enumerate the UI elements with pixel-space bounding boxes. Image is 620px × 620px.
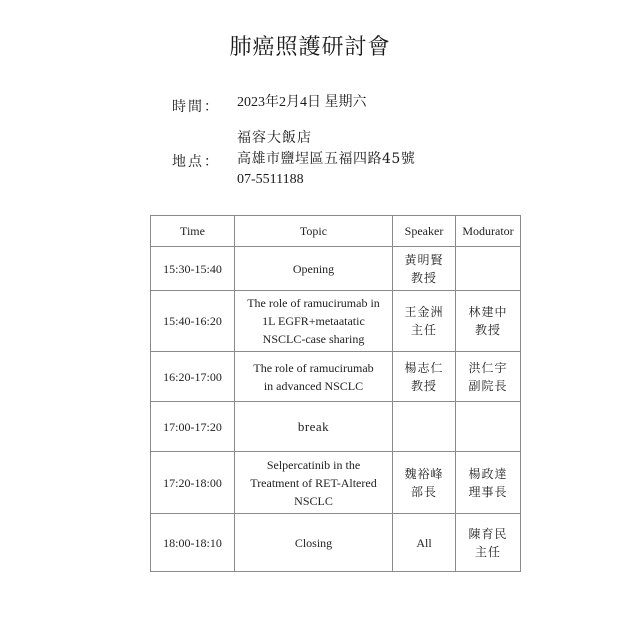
speaker-name: 楊志仁: [404, 360, 444, 375]
document-title: 肺癌照護研討會: [229, 35, 391, 60]
cell-moderator: [456, 247, 521, 291]
cell-speaker: [393, 514, 456, 572]
moderator-title: 理事長: [468, 484, 508, 499]
time-label: 時間：: [172, 99, 220, 115]
topic-line: Selpercatinib in the: [266, 457, 361, 472]
table-header-row: [151, 216, 521, 247]
cell-time: 15:40-16:20: [151, 291, 235, 352]
header-time: Time: [151, 216, 235, 247]
speaker-name: 王金洲: [404, 305, 444, 319]
cell-speaker: [393, 402, 456, 452]
moderator-name: 洪仁宇: [468, 360, 508, 375]
time-value: 2023年2月4日 星期六: [237, 95, 367, 110]
speaker-name: All: [416, 535, 432, 550]
header-speaker: Speaker: [393, 216, 456, 247]
topic-line: in advanced NSCLC: [263, 378, 364, 393]
venue-phone: 07-5511188: [237, 172, 304, 187]
table-row: [151, 514, 521, 572]
venue-address: 高雄市鹽埕區五福四路45號: [237, 151, 416, 167]
venue-name: 福容大飯店: [237, 130, 312, 146]
table-row: [151, 402, 521, 452]
table-row: [151, 352, 521, 402]
topic-line: Opening: [292, 261, 335, 276]
moderator-title: 主任: [474, 544, 501, 559]
topic-line: break: [297, 418, 330, 434]
cell-time: 17:00-17:20: [151, 402, 235, 452]
cell-topic: [235, 247, 393, 291]
location-label: 地点：: [172, 154, 220, 170]
table-row: [151, 452, 521, 514]
cell-topic: [235, 514, 393, 572]
cell-time: 16:20-17:00: [151, 352, 235, 402]
moderator-name: 林建中: [468, 305, 508, 319]
topic-line: 1L EGFR+metaatatic: [262, 314, 365, 328]
cell-topic: [235, 402, 393, 452]
table-row: [151, 291, 521, 352]
cell-speaker: [393, 247, 456, 291]
topic-line: Closing: [294, 535, 333, 550]
cell-speaker: [393, 352, 456, 402]
topic-line: NSCLC-case sharing: [262, 332, 365, 346]
cell-topic: [235, 291, 393, 352]
moderator-name: 楊政達: [468, 466, 508, 481]
topic-line: The role of ramucirumab: [253, 360, 374, 375]
topic-line: NSCLC: [294, 493, 333, 508]
cell-moderator: [456, 291, 521, 352]
speaker-title: 主任: [410, 323, 437, 337]
cell-topic: [235, 452, 393, 514]
moderator-title: 副院長: [468, 378, 508, 393]
topic-line: The role of ramucirumab in: [247, 296, 380, 310]
cell-moderator: [456, 352, 521, 402]
cell-speaker: [393, 452, 456, 514]
cell-moderator: [456, 514, 521, 572]
speaker-name: 魏裕峰: [404, 466, 444, 481]
cell-topic: [235, 352, 393, 402]
speaker-name: 黃明賢: [404, 252, 444, 267]
header-topic: Topic: [235, 216, 393, 247]
speaker-title: 教授: [410, 378, 437, 393]
cell-speaker: [393, 291, 456, 352]
cell-time: 17:20-18:00: [151, 452, 235, 514]
cell-time: 15:30-15:40: [151, 247, 235, 291]
moderator-title: 教授: [474, 323, 501, 337]
header-moderator: Modurator: [456, 216, 521, 247]
speaker-title: 部長: [410, 484, 437, 499]
cell-moderator: [456, 452, 521, 514]
topic-line: Treatment of RET-Altered: [250, 475, 377, 490]
moderator-name: 陳育民: [468, 526, 508, 541]
table-row: [151, 247, 521, 291]
speaker-title: 教授: [410, 270, 437, 285]
cell-moderator: [456, 402, 521, 452]
schedule-table: [150, 215, 521, 572]
cell-time: 18:00-18:10: [151, 514, 235, 572]
